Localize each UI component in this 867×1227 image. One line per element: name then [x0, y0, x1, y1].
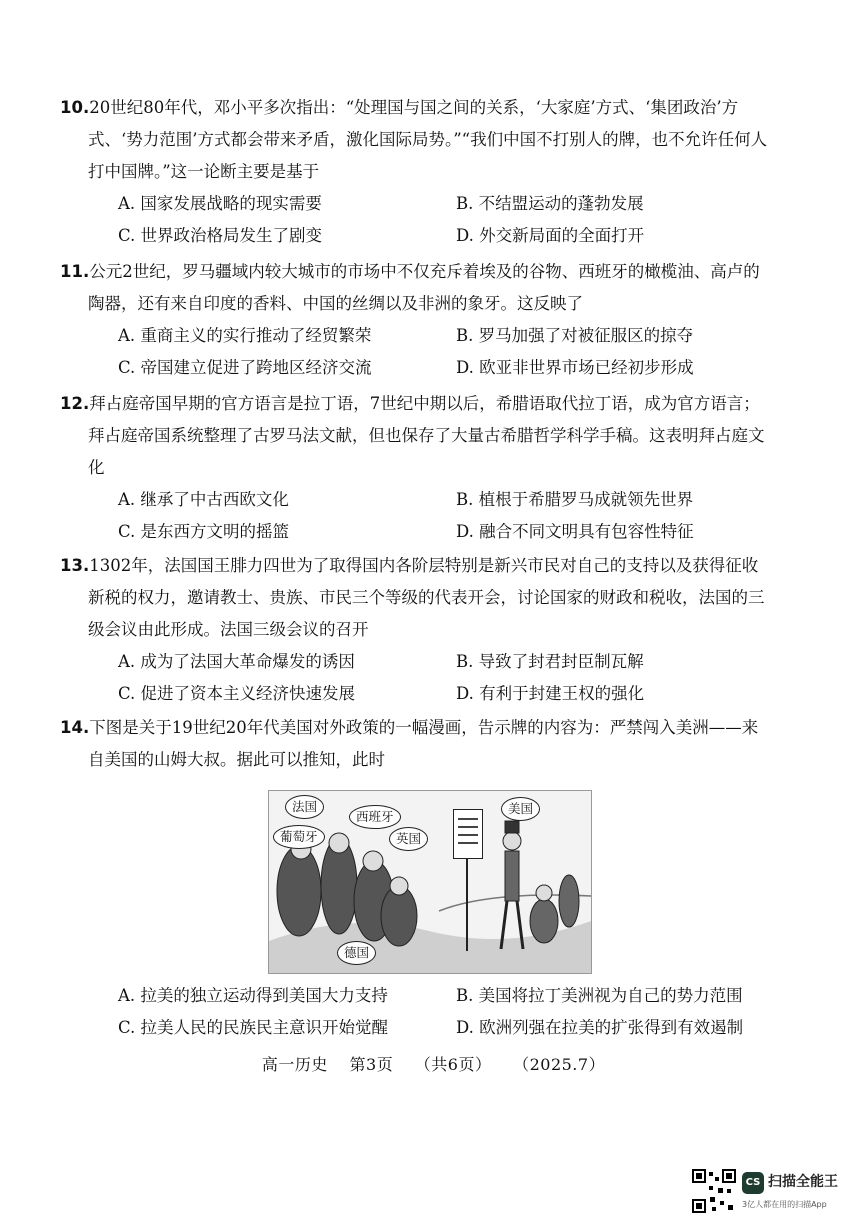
question-number: 11. — [60, 262, 90, 281]
options — [88, 188, 768, 252]
footer-page: 第3页 — [349, 1055, 394, 1074]
label-britain: 英国 — [389, 827, 428, 851]
question-number: 12. — [60, 394, 90, 413]
brand-name: 扫描全能王 — [768, 1174, 838, 1190]
question-text: 拜占庭帝国早期的官方语言是拉丁语，7世纪中期以后，希腊语取代拉丁语，成为官方语言；拜占庭帝国系统整理了古罗马法文献，但也保存了大量古希腊哲学科学手稿。这表明拜占庭文化 — [88, 394, 765, 477]
scanner-watermark — [692, 1169, 852, 1217]
qr-code-icon — [692, 1169, 736, 1213]
camscanner-logo-icon: CS — [742, 1172, 764, 1194]
option-a[interactable]: A. 拉美的独立运动得到美国大力支持 — [118, 986, 388, 1005]
question-number: 10. — [60, 98, 90, 117]
footer-total: （共6页） — [414, 1055, 492, 1074]
option-c[interactable]: C. 是东西方文明的摇篮 — [118, 522, 290, 541]
sign-text-line — [458, 834, 478, 836]
sign-board — [453, 809, 483, 859]
option-a[interactable]: A. 国家发展战略的现实需要 — [118, 194, 322, 213]
question-number: 13. — [60, 556, 90, 575]
question-14 — [60, 712, 768, 776]
options — [88, 646, 768, 710]
question-11 — [60, 256, 768, 384]
option-c[interactable]: C. 世界政治格局发生了剧变 — [118, 226, 323, 245]
option-c[interactable]: C. 帝国建立促进了跨地区经济交流 — [118, 358, 372, 377]
question-stem — [60, 550, 768, 646]
question-13 — [60, 550, 768, 710]
question-text: 公元2世纪，罗马疆域内较大城市的市场中不仅充斥着埃及的谷物、西班牙的橄榄油、高卢的陶器，还有来自印度的香料、中国的丝绸以及非洲的象牙。这反映了 — [88, 262, 760, 313]
option-a[interactable]: A. 重商主义的实行推动了经贸繁荣 — [118, 326, 372, 345]
label-usa: 美国 — [501, 797, 540, 821]
option-d[interactable]: D. 外交新局面的全面打开 — [456, 226, 645, 245]
option-a[interactable]: A. 成为了法国大革命爆发的诱因 — [118, 652, 355, 671]
brand-tagline: 3亿人都在用的扫描App — [742, 1200, 827, 1209]
option-b[interactable]: B. 导致了封君封臣制瓦解 — [456, 652, 644, 671]
question-text: 20世纪80年代，邓小平多次指出：“处理国与国之间的关系，‘大家庭’方式、‘集团政治’方式、‘势力范围’方式都会带来矛盾，激化国际局势。”“我们中国不打别人的牌，也不允许任何人打中国牌。”这一论断主要是基于 — [88, 98, 768, 181]
option-d[interactable]: D. 有利于封建王权的强化 — [456, 684, 645, 703]
footer-subject: 高一历史 — [261, 1055, 328, 1074]
option-d[interactable]: D. 欧洲列强在拉美的扩张得到有效遏制 — [456, 1018, 744, 1037]
sign-text-line — [458, 826, 478, 828]
question-stem — [60, 92, 768, 188]
question-stem — [60, 256, 768, 320]
option-d[interactable]: D. 融合不同文明具有包容性特征 — [456, 522, 694, 541]
option-b[interactable]: B. 植根于希腊罗马成就领先世界 — [456, 490, 694, 509]
question-number: 14. — [60, 718, 90, 737]
cartoon-drawing — [269, 791, 591, 973]
option-b[interactable]: B. 不结盟运动的蓬勃发展 — [456, 194, 644, 213]
option-b[interactable]: B. 美国将拉丁美洲视为自己的势力范围 — [456, 986, 743, 1005]
option-d[interactable]: D. 欧亚非世界市场已经初步形成 — [456, 358, 694, 377]
question-10 — [60, 92, 768, 252]
question-14-options — [88, 980, 768, 1044]
question-text: 下图是关于19世纪20年代美国对外政策的一幅漫画，告示牌的内容为：严禁闯入美洲——来自美国的山姆大叔。据此可以推知，此时 — [88, 718, 759, 769]
question-text: 1302年，法国国王腓力四世为了取得国内各阶层特别是新兴市民对自己的支持以及获得征收新税的权力，邀请教士、贵族、市民三个等级的代表开会，讨论国家的财政和税收，法国的三级会议由此形成。法国三级会议的召开 — [88, 556, 765, 639]
options — [88, 484, 768, 548]
label-spain: 西班牙 — [349, 805, 401, 829]
option-a[interactable]: A. 继承了中古西欧文化 — [118, 490, 289, 509]
label-france: 法国 — [285, 795, 324, 819]
option-b[interactable]: B. 罗马加强了对被征服区的掠夺 — [456, 326, 694, 345]
page-footer — [0, 1052, 867, 1075]
question-stem — [60, 388, 768, 484]
label-germany: 德国 — [337, 941, 376, 965]
option-c[interactable]: C. 促进了资本主义经济快速发展 — [118, 684, 356, 703]
options — [88, 320, 768, 384]
monroe-doctrine-cartoon — [268, 790, 592, 974]
question-stem — [60, 712, 768, 776]
sign-text-line — [458, 818, 478, 820]
footer-date: （2025.7） — [513, 1055, 606, 1074]
question-12 — [60, 388, 768, 548]
options — [88, 980, 768, 1044]
option-c[interactable]: C. 拉美人民的民族民主意识开始觉醒 — [118, 1018, 389, 1037]
label-portugal: 葡萄牙 — [273, 825, 325, 849]
sign-text-line — [458, 842, 478, 844]
